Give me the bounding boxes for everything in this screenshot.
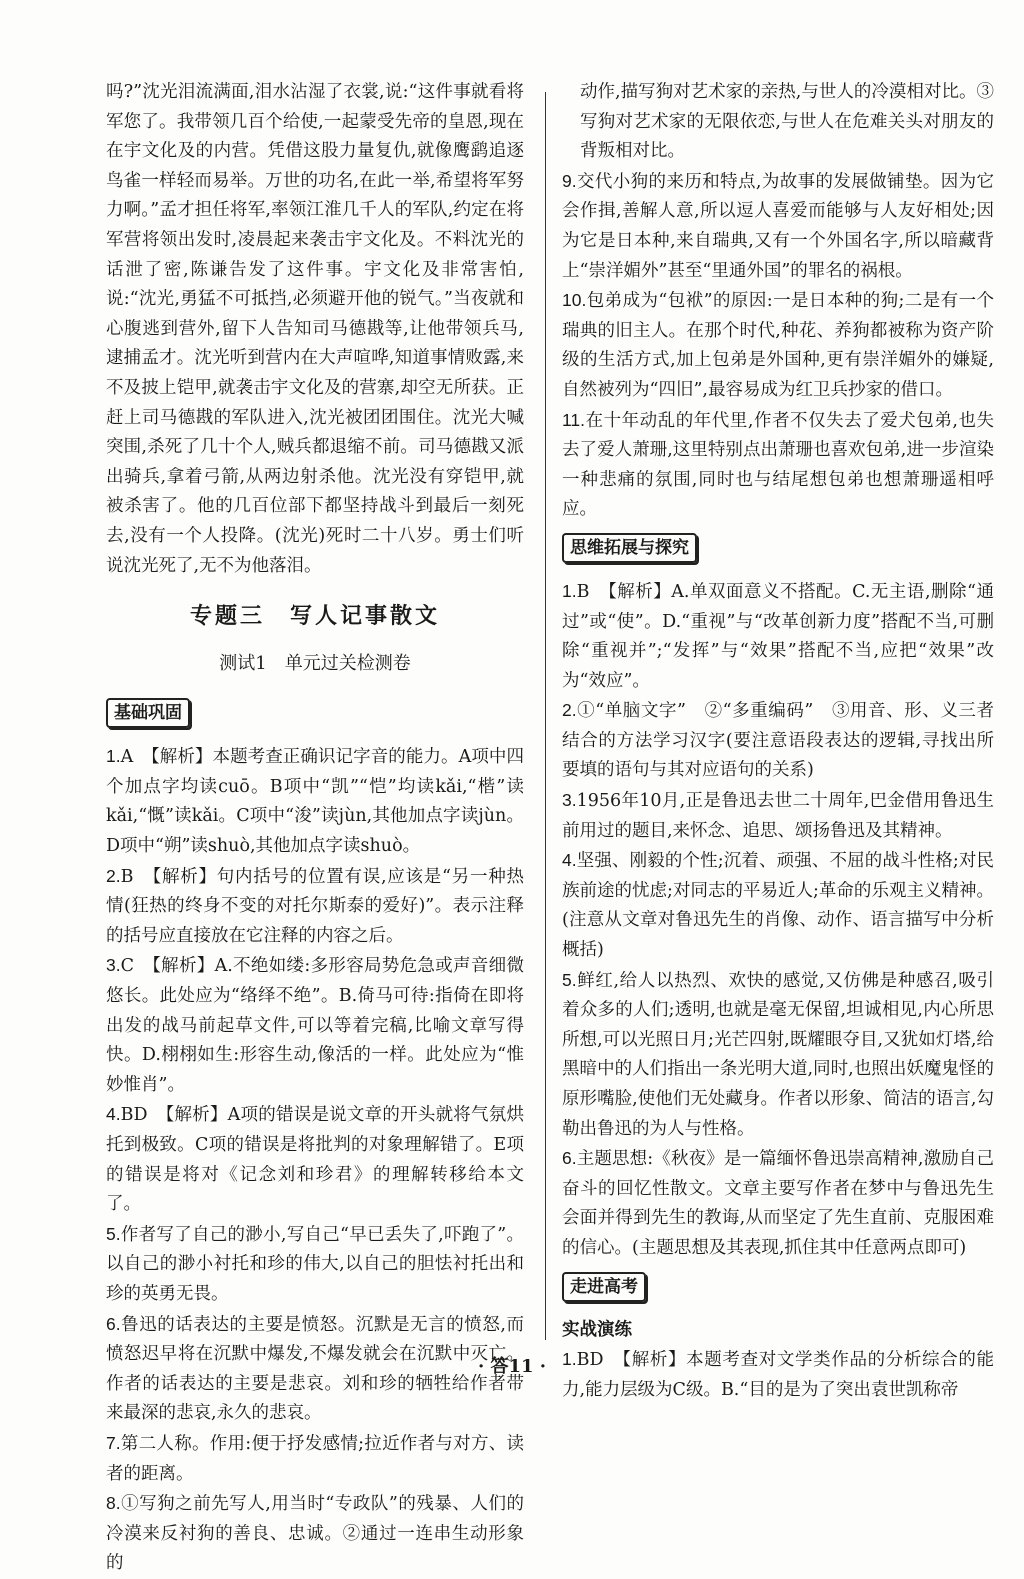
list-item: 4.BD 【解析】A项的错误是说文章的开头就将气氛烘托到极致。C项的错误是将批判的对象理解错了。E项的错误是将对《记念刘和珍君》的理解转移给本文了。 (106, 1104, 524, 1215)
gaokao-label: 走进高考 (562, 1272, 646, 1302)
list-item: 3.1956年10月,正是鲁迅去世二十周年,巴金借用鲁迅生前用过的题目,来怀念、追思、颂扬鲁迅及其精神。 (562, 790, 994, 841)
list-item: 10.包弟成为“包袱”的原因:一是日本种的狗;二是有一个瑞典的旧主人。在那个时代,种花、养狗都被称为资产阶级的生活方式,加上包弟是外国种,更有崇洋媚外的嫌疑,自然被列为“四旧”,最容易成为红卫兵抄家的借口。 (562, 290, 994, 400)
list-item: 3.C 【解析】A.不绝如缕:多形容局势危急或声音细微悠长。此处应为“络绎不绝”。B.倚马可待:指倚在即将出发的战马前起草文件,可以等着完稿,比喻文章写得快。D.栩栩如生:形容生动,像活的一样。此处应为“惟妙惟肖”。 (106, 955, 524, 1095)
right-column (562, 78, 994, 1405)
list-item: 11.在十年动乱的年代里,作者不仅失去了爱犬包弟,也失去了爱人萧珊,这里特别点出萧珊也喜欢包弟,进一步渲染一种悲痛的氛围,同时也与结尾想包弟也想萧珊遥相呼应。 (562, 409, 994, 520)
think-label: 思维拓展与探究 (562, 533, 697, 563)
list-item: 5.鲜红,给人以热烈、欢快的感觉,又仿佛是种感召,吸引着众多的人们;透明,也就是毫无保留,坦诚相见,内心所思所想,可以光照日月;光芒四射,既耀眼夺目,又犹如灯塔,给黑暗中的人们指出一条光明大道,同时,也照出妖魔鬼怪的原形嘴脸,使他们无处藏身。作者以形象、简洁的语言,勾勒出鲁迅的为人与性格。 (562, 969, 994, 1139)
basic-label: 基础巩固 (106, 698, 190, 728)
list-item: 1.A 【解析】本题考查正确识记字音的能力。A项中四个加点字均读cuō。B项中“凯”“恺”均读kǎi,“楷”读kǎi,“慨”读kǎi。C项中“浚”读jùn,其他加点字读jùn。D项中“朔”读shuò,其他加点字读shuò。 (106, 746, 524, 857)
list-item: 5.作者写了自己的渺小,写自己“早已丢失了,吓跑了”。以自己的渺小衬托和珍的伟大,以自己的胆怯衬托出和珍的英勇无畏。 (106, 1223, 524, 1304)
list-item: 7.第二人称。作用:便于抒发感情;拉近作者与对方、读者的距离。 (106, 1432, 524, 1484)
practice-title: 实战演练 (562, 1319, 632, 1340)
test-title: 测试1 单元过关检测卷 (219, 652, 411, 674)
column-divider (545, 92, 546, 1340)
list-item: 8.①写狗之前先写人,用当时“专政队”的残暴、人们的冷漠来反衬狗的善良、忠诚。②通过一连串生动形象的 (106, 1493, 524, 1574)
section-title: 专题三 写人记事散文 (189, 603, 440, 629)
list-item-continuation: 动作,描写狗对艺术家的亲热,与世人的冷漠相对比。③写狗对艺术家的无限依恋,与世人在危难关头对朋友的背叛相对比。 (580, 82, 994, 162)
list-item: 1.BD 【解析】本题考查对文学类作品的分析综合的能力,能力层级为C级。B.“目的是为了突出袁世凯称帝 (562, 1349, 994, 1400)
list-item: 1.B 【解析】A.单双面意义不搭配。C.无主语,删除“通过”或“使”。D.“重视”与“改革创新力度”搭配不当,可删除“重视并”;“发挥”与“效果”搭配不当,应把“效果”改为“效应”。 (562, 580, 994, 691)
page-number: · 答11 · (477, 1356, 547, 1377)
list-item: 4.坚强、刚毅的个性;沉着、顽强、不屈的战斗性格;对民族前途的忧虑;对同志的平易近人;革命的乐观主义精神。(注意从文章对鲁迅先生的肖像、动作、语言描写中分析概括) (562, 850, 994, 961)
list-item: 9.交代小狗的来历和特点,为故事的发展做铺垫。因为它会作揖,善解人意,所以逗人喜爱而能够与人友好相处;因为它是日本种,来自瑞典,又有一个外国名字,所以暗藏背上“崇洋媚外”甚至“里通外国”的罪名的祸根。 (562, 170, 994, 281)
list-item: 2.B 【解析】句内括号的位置有误,应该是“另一种热情(狂热的终身不变的对托尔斯泰的爱好)”。表示注释的括号应直接放在它注释的内容之后。 (106, 865, 524, 946)
list-item: 2.①“单脑文字” ②“多重编码” ③用音、形、义三者结合的方法学习汉字(要注意语段表达的逻辑,寻找出所要填的语句与其对应语句的关系) (562, 700, 994, 781)
list-item: 6.鲁迅的话表达的主要是愤怒。沉默是无言的愤怒,而愤怒迟早将在沉默中爆发,不爆发就会在沉默中灭亡。作者的话表达的主要是悲哀。刘和珍的牺牲给作者带来最深的悲哀,永久的悲哀。 (106, 1313, 524, 1424)
translation-paragraph: 吗?”沈光泪流满面,泪水沾湿了衣裳,说:“这件事就看将军您了。我带领几百个给使,一起蒙受先帝的皇恩,现在在宇文化及的内营。凭借这股力量复仇,就像鹰鹞追逐鸟雀一样轻而易举。万世的功名,在此一举,希望将军努力啊。”孟才担任将军,率领江淮几千人的军队,约定在将军营将领出发时,凌晨起来袭击宇文化及。不料沈光的话泄了密,陈谦告发了这件事。宇文化及非常害怕,说:“沈光,勇猛不可抵挡,必须避开他的锐气。”当夜就和心腹逃到营外,留下人告知司马德戡等,让他带领兵马,逮捕孟才。沈光听到营内在大声喧哗,知道事情败露,来不及披上铠甲,就袭击宇文化及的营寨,却空无所获。正赶上司马德戡的军队进入,沈光被团团围住。沈光大喊突围,杀死了几十个人,贼兵都退缩不前。司马德戡又派出骑兵,拿着弓箭,从两边射杀他。沈光没有穿铠甲,就被杀害了。他的几百位部下都坚持战斗到最后一刻死去,没有一个人投降。(沈光)死时二十八岁。勇士们听说沈光死了,无不为他落泪。 (106, 82, 524, 576)
list-item: 6.主题思想:《秋夜》是一篇缅怀鲁迅崇高精神,激励自己奋斗的回忆性散文。文章主要写作者在梦中与鲁迅先生会面并得到先生的教诲,从而坚定了先生直前、克服困难的信心。(主题思想及其表现,抓住其中任意两点即可) (562, 1148, 994, 1258)
